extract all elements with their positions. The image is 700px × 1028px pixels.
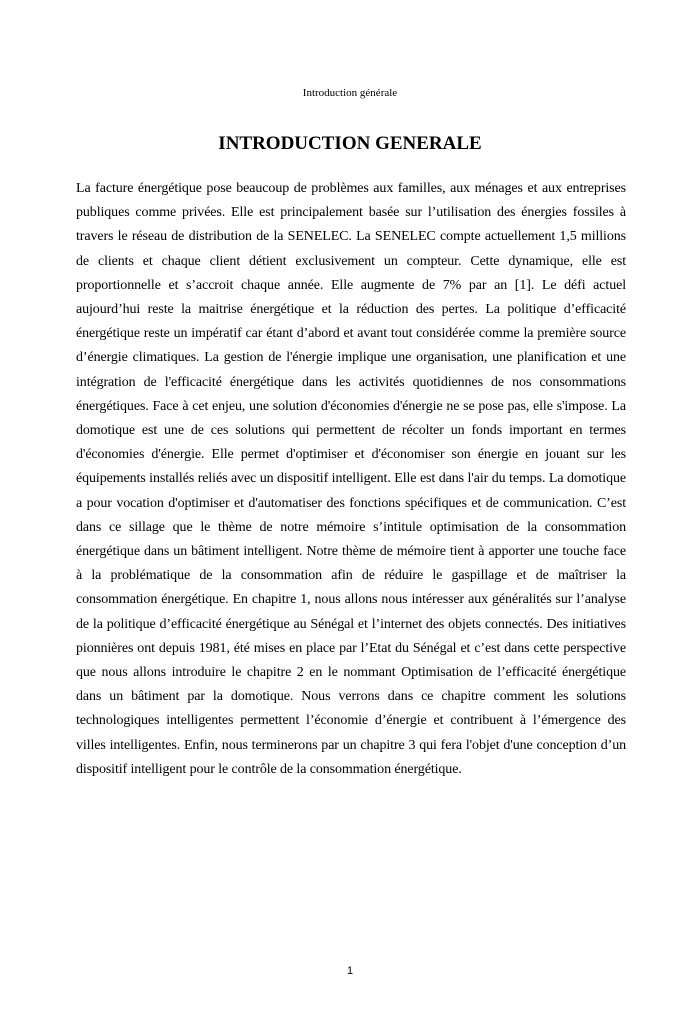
body-paragraph: La facture énergétique pose beaucoup de problèmes aux familles, aux ménages et aux entreprises publiques comme privées. Elle est principalement basée sur l’utilisation des énergies fossiles à travers le réseau de distribution de la SENELEC. La SENELEC compte actuellement 1,5 millions de clients et chaque client détient exclusivement un compteur. Cette dynamique, elle est proportionnelle et s’accroit chaque année. Elle augmente de 7% par an [1]. Le défi actuel aujourd’hui reste la maitrise énergétique et la réduction des pertes. La politique d’efficacité énergétique reste un impératif car étant d’abord et avant tout considérée comme la première source d’énergie climatiques. La gestion de l'énergie implique une organisation, une planification et une intégration de l'efficacité énergétique dans les activités quotidiennes de nos consommations énergétiques. Face à cet enjeu, une solution d'économies d'énergie ne se pose pas, elle s'impose. La domotique est une de ces solutions qui permettent de récolter un fonds important en termes d'économies d'énergie. Elle permet d'optimiser et d'économiser son énergie en jouant sur les équipements installés reliés avec un dispositif intelligent. Elle est dans l'air du temps. La domotique a pour vocation d'optimiser et d'automatiser des fonctions spécifiques et de communication. C’est dans ce sillage que le thème de notre mémoire s’intitule optimisation de la consommation énergétique dans un bâtiment intelligent. Notre thème de mémoire tient à apporter une touche face à la problématique de la consommation afin de réduire le gaspillage et de maîtriser la consommation énergétique. En chapitre 1, nous allons nous intéresser aux généralités sur l’analyse de la politique d’efficacité énergétique au Sénégal et l’internet des objets connectés. Des initiatives pionnières ont depuis 1981, été mises en place par l’Etat du Sénégal et c’est dans cette perspective que nous allons introduire le chapitre 2 en le nommant Optimisation de l’efficacité énergétique dans un bâtiment par la domotique. Nous verrons dans ce chapitre comment les solutions technologiques intelligentes permettent l’économie d’énergie et contribuent à l’émergence des villes intelligentes. Enfin, nous terminerons par un chapitre 3 qui fera l'objet d'une conception d’un dispositif intelligent pour le contrôle de la consommation énergétique. [76, 181, 626, 777]
running-header: Introduction générale [302, 87, 398, 99]
page-number: 1 [346, 965, 354, 977]
page-title: INTRODUCTION GENERALE [218, 133, 482, 154]
